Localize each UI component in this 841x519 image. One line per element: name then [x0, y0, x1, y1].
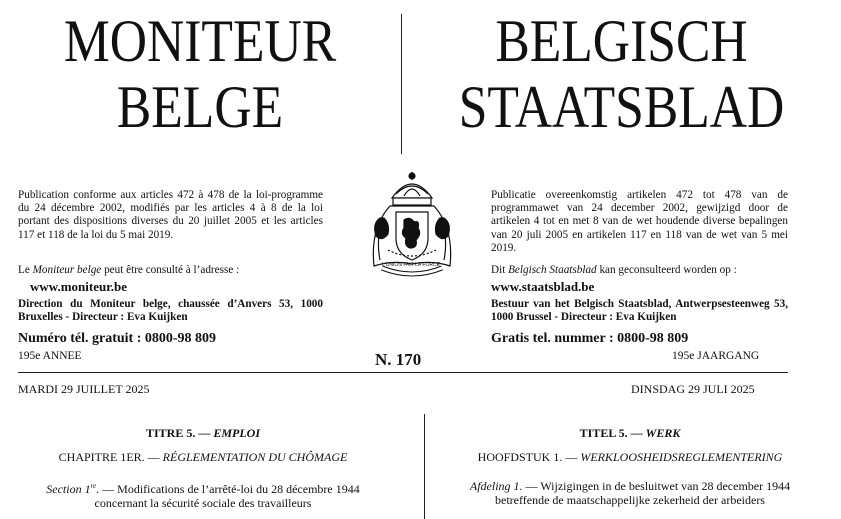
fr-section-sup: re [90, 482, 97, 490]
header-rule [18, 372, 788, 373]
fr-publication-notice: Publication conforme aux articles 472 à 478 de la loi-programme du 24 décembre 2002, modifiés par les articles 4 à 8 de la loi portant des dispositions diverses du 20 juillet 2005 et les articles 117 et 118 de la loi du 5 mai 2019. [18, 189, 323, 241]
fr-consult-prefix: Le [18, 264, 33, 276]
nl-afdeling [440, 479, 820, 507]
nl-website-link[interactable]: www.staatsblad.be [491, 279, 595, 294]
fr-phone: Numéro tél. gratuit : 0800-98 809 [18, 331, 217, 346]
emblem-motto: L'UNION FAIT LA FORCE [382, 262, 440, 268]
nl-phone: Gratis tel. nummer : 0800-98 809 [491, 331, 689, 346]
fr-date: MARDI 29 JUILLET 2025 [18, 382, 150, 396]
nl-consult-title: Belgisch Staatsblad [508, 264, 597, 276]
nl-hoofdstuk-name: WERKLOOSHEIDSREGLEMENTERING [580, 450, 783, 464]
fr-consult-line [18, 264, 323, 277]
nl-year: 195e JAARGANG [672, 350, 760, 362]
fr-website-link[interactable]: www.moniteur.be [30, 279, 128, 294]
nl-titel-label: TITEL 5. — [579, 426, 646, 440]
fr-section-label: Section 1 [46, 482, 91, 496]
nl-titel-name: WERK [645, 426, 681, 440]
nl-direction: Bestuur van het Belgisch Staatsblad, Antwerpsesteenweg 53, 1000 Brussel - Directeur : Eva Kuijken [491, 298, 788, 324]
nl-afdeling-label: Afdeling 1. [469, 479, 523, 493]
masthead-french-line1: MONITEUR [63, 8, 337, 74]
nl-hoofdstuk [440, 450, 820, 464]
masthead-french-line2: BELGE [116, 74, 284, 140]
fr-titre [18, 426, 388, 440]
nl-afdeling-heading-line2: betreffende de maatschappelijke zekerheid der arbeiders [495, 493, 765, 507]
masthead-dutch [433, 8, 811, 140]
fr-chapitre [18, 450, 388, 464]
fr-year: 195e ANNEE [18, 350, 82, 362]
masthead-divider [401, 14, 402, 154]
fr-section [18, 479, 388, 510]
nl-consult-suffix: kan geconsulteerd worden op : [596, 264, 737, 276]
nl-date: DINSDAG 29 JULI 2025 [631, 382, 755, 396]
fr-direction: Direction du Moniteur belge, chaussée d’Anvers 53, 1000 Bruxelles - Directeur : Eva Kuijken [18, 298, 323, 324]
issue-number: N. 170 [375, 350, 422, 369]
belgian-coat-of-arms-icon [352, 168, 472, 288]
fr-section-heading: . — Modifications de l’arrêté-loi du 28 décembre 1944 [96, 482, 360, 496]
column-divider [424, 414, 425, 519]
fr-titre-label: TITRE 5. — [145, 426, 214, 440]
nl-titel [440, 426, 820, 440]
nl-consult-prefix: Dit [491, 264, 509, 276]
nl-hoofdstuk-label: HOOFDSTUK 1. — [477, 450, 581, 464]
fr-chapitre-name: RÉGLEMENTATION DU CHÔMAGE [162, 450, 348, 464]
masthead-dutch-line2: STAATSBLAD [458, 74, 785, 140]
nl-publication-notice: Publicatie overeenkomstig artikelen 472 tot 478 van de programmawet van 24 december 2002, gewijzigd door de artikelen 4 tot en met 8 van de wet houdende diverse bepalingen van 20 juli 2005 en artikelen 117 en 118 van de wet van 5 mei 2019. [491, 189, 788, 254]
masthead-french [28, 8, 372, 140]
fr-section-heading-line2: concernant la sécurité sociale des travailleurs [94, 496, 312, 510]
masthead-dutch-line1: BELGISCH [495, 8, 748, 74]
nl-afdeling-heading: — Wijzigingen in de besluitwet van 28 december 1944 [522, 479, 791, 493]
fr-titre-name: EMPLOI [213, 426, 261, 440]
fr-chapitre-label: CHAPITRE 1ER. — [58, 450, 163, 464]
fr-consult-title: Moniteur belge [32, 264, 102, 276]
fr-consult-suffix: peut être consulté à l’adresse : [101, 264, 240, 276]
nl-consult-line [491, 264, 791, 277]
